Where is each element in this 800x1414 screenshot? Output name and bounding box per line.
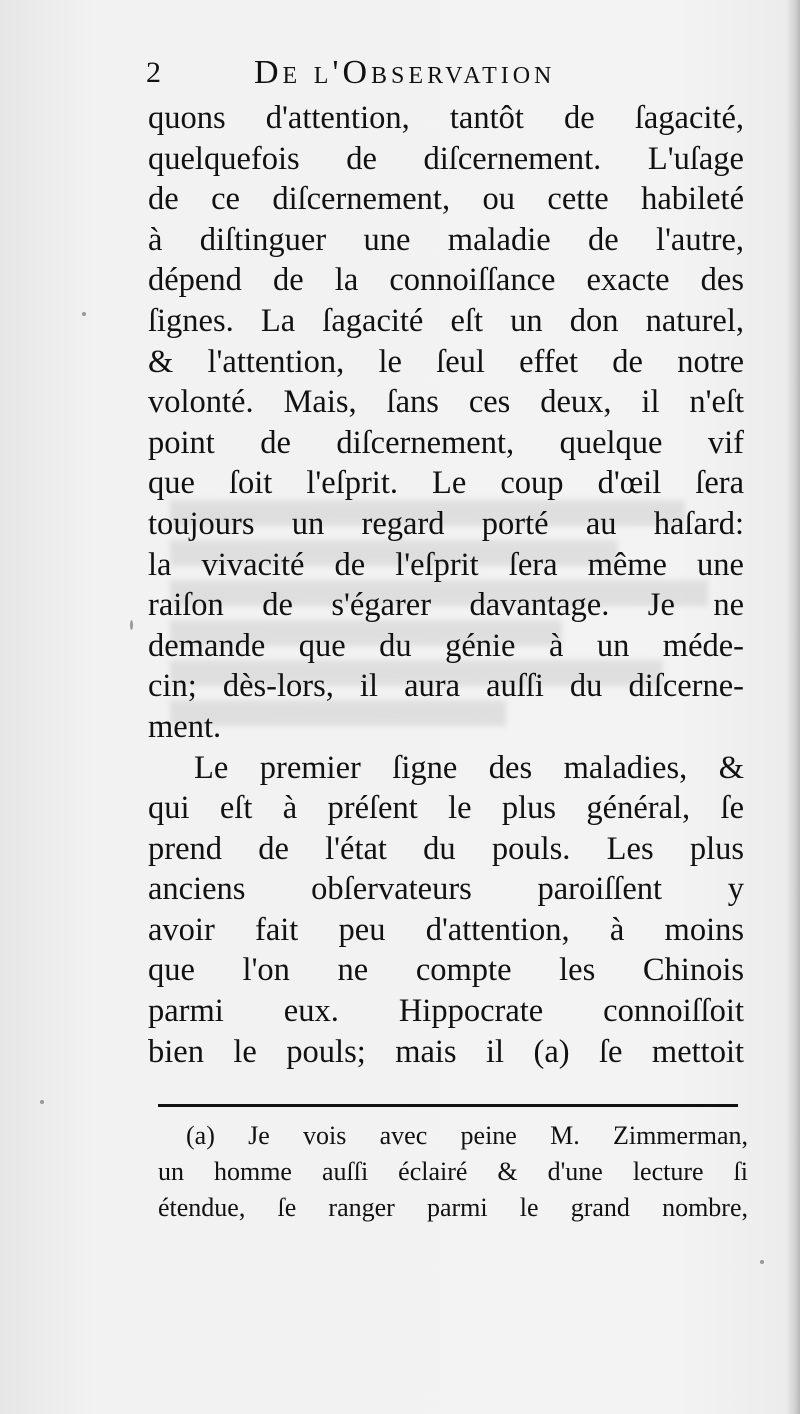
text-line: dépend de la connoiſſance exacte des — [148, 262, 744, 299]
text-line: à diſtinguer une maladie de l'autre, — [148, 221, 744, 258]
text-line: qui eſt à préſent le plus général, ſe — [148, 790, 744, 827]
footnote-line: un homme auſſi éclairé & d'une lecture ſi — [158, 1157, 748, 1186]
text-line: & l'attention, le ſeul effet de notre — [148, 343, 744, 380]
text-line: point de diſcernement, quelque vif — [148, 424, 744, 461]
text-line: anciens obſervateurs paroiſſent y — [148, 871, 744, 908]
body-text — [148, 98, 744, 1072]
text-line: quons d'attention, tantôt de ſagacité, — [148, 100, 744, 136]
text-line: avoir fait peu d'attention, à moins — [148, 911, 744, 948]
binding-shadow — [786, 0, 800, 1414]
footnote-line: étendue, ſe ranger parmi le grand nombre, — [158, 1193, 748, 1222]
text-line: parmi eux. Hippocrate connoiſſoit — [148, 993, 744, 1030]
text-line: toujours un regard porté au haſard: — [148, 505, 744, 542]
footnote — [158, 1118, 748, 1226]
text-line: ment. — [148, 708, 222, 745]
text-line: quelquefois de diſcernement. L'uſage — [148, 140, 744, 177]
footnote-line: (a) Je vois avec peine M. Zimmerman, — [186, 1121, 748, 1150]
text-line: demande que du génie à un méde- — [148, 627, 744, 664]
text-line: que l'on ne compte les Chinois — [148, 952, 744, 989]
page-number: 2 — [146, 56, 161, 89]
text-line: cin; dès-lors, il aura auſſi du diſcerne- — [148, 668, 744, 705]
text-line: que ſoit l'eſprit. Le coup d'œil ſera — [148, 465, 744, 502]
text-line: la vivacité de l'eſprit ſera même une — [148, 546, 744, 583]
paragraph-first-line: Le premier ſigne des maladies, & — [194, 749, 744, 786]
text-line: raiſon de s'égarer davantage. Je ne — [148, 587, 744, 624]
text-line: bien le pouls; mais il (a) ſe mettoit — [148, 1033, 744, 1070]
text-line: volonté. Mais, ſans ces deux, il n'eſt — [148, 384, 744, 421]
text-line: de ce diſcernement, ou cette habileté — [148, 181, 744, 218]
running-head: De l'Observation — [254, 54, 556, 91]
text-line: ſignes. La ſagacité eſt un don naturel, — [148, 302, 744, 339]
footnote-rule — [158, 1104, 738, 1107]
text-line: prend de l'état du pouls. Les plus — [148, 830, 744, 867]
page-header — [146, 48, 746, 98]
